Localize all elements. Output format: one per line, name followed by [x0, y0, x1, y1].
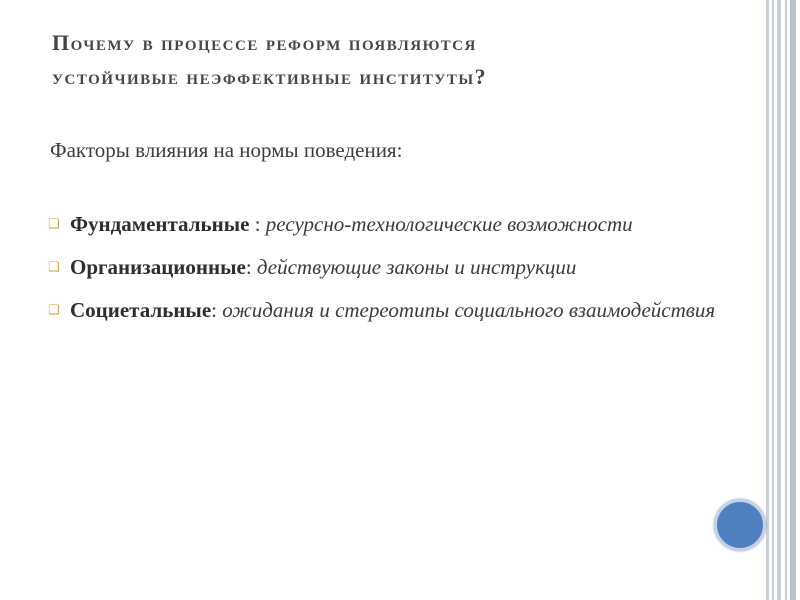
decorative-stripe	[772, 0, 774, 600]
decorative-circle-icon	[714, 499, 766, 551]
decorative-stripe	[785, 0, 787, 600]
bullet-term: Организационные	[70, 255, 246, 279]
bullet-description: ожидания и стереотипы социального взаимодействия	[222, 298, 716, 322]
decorative-stripe	[766, 0, 769, 600]
slide-subtitle: Факторы влияния на нормы поведения:	[50, 138, 403, 162]
decorative-stripe	[777, 0, 781, 600]
title-line-2: устойчивые неэффективные институты?	[52, 64, 488, 89]
bullet-separator: :	[245, 255, 257, 279]
bullet-icon: ❑	[48, 217, 60, 232]
bullet-term: Фундаментальные	[70, 212, 250, 236]
bullet-separator: :	[249, 212, 266, 236]
bullet-item-organizational	[48, 253, 748, 282]
bullet-list	[48, 210, 748, 339]
bullet-icon: ❑	[48, 303, 60, 318]
bullet-description: действующие законы и инструкции	[256, 255, 577, 279]
slide-title	[52, 26, 752, 94]
bullet-icon: ❑	[48, 260, 60, 275]
decorative-stripe	[790, 0, 796, 600]
bullet-description: ресурсно-технологические возможности	[265, 212, 633, 236]
title-line-1: Почему в процессе реформ появляются	[52, 30, 477, 55]
bullet-separator: :	[211, 298, 223, 322]
bullet-item-fundamental	[48, 210, 748, 239]
bullet-item-societal	[48, 296, 748, 325]
bullet-term: Социетальные	[70, 298, 212, 322]
